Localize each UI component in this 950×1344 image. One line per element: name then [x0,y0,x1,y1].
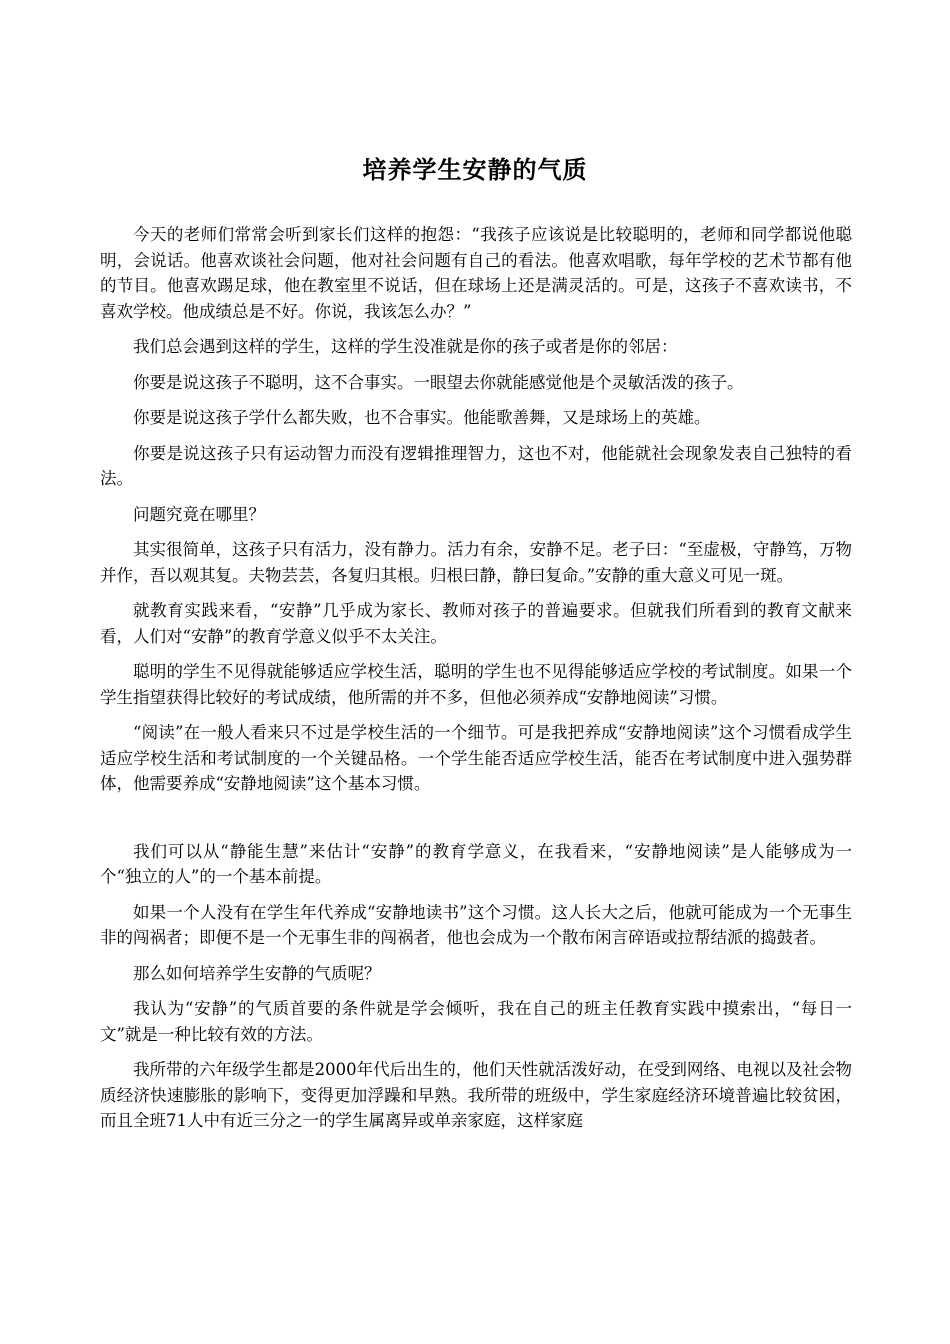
paragraph: 聪明的学生不见得就能够适应学校生活，聪明的学生也不见得能够适应学校的考试制度。如果一个学生指望获得比较好的考试成绩，他所需的并不多，但他必须养成“安静地阅读”习惯。 [100,662,852,707]
paragraph: 如果一个人没有在学生年代养成“安静地读书”这个习惯。这人长大之后，他就可能成为一个无事生非的闯祸者；即便不是一个无事生非的闯祸者，他也会成为一个散布闲言碎语或拉帮结派的捣鼓者。 [100,902,852,947]
paragraph: 我们总会遇到这样的学生，这样的学生没准就是你的孩子或者是你的邻居： [133,337,678,356]
paragraph: 你要是说这孩子只有运动智力而没有逻辑推理智力，这也不对，他能就社会现象发表自己独特的看法。 [100,443,852,488]
paragraph: 今天的老师们常常会听到家长们这样的抱怨：“我孩子应该说是比较聪明的，老师和同学都说他聪明，会说话。他喜欢谈社会问题，他对社会问题有自己的看法。他喜欢唱歌，每年学校的艺术节都有他的节目。他喜欢踢足球，他在教室里不说话，但在球场上还是满灵活的。可是，这孩子不喜欢读书，不喜欢学校。他成绩总是不好。你说，我该怎么办？” [100,225,852,321]
paragraph: 你要是说这孩子不聪明，这不合事实。一眼望去你就能感觉他是个灵敏活泼的孩子。 [133,372,744,392]
paragraph: 那么如何培养学生安静的气质呢？ [133,963,381,983]
paragraph: 我所带的六年级学生都是2000年代后出生的，他们天性就活泼好动，在受到网络、电视以及社会物质经济快速膨胀的影响下，变得更加浮躁和早熟。我所带的班级中，学生家庭经济环境普遍比较贫困，而且全班71人中有近三分之一的学生属离异或单亲家庭，这样家庭 [100,1060,852,1130]
paragraph: 你要是说这孩子学什么都失败，也不合事实。他能歌善舞，又是球场上的英雄。 [133,408,711,427]
paragraph: 其实很简单，这孩子只有活力，没有静力。活力有余，安静不足。老子曰：“至虚极，守静笃，万物并作，吾以观其复。夫物芸芸，各复归其根。归根曰静，静曰复命。”安静的重大意义可见一斑。 [100,540,852,585]
paragraph: 就教育实践来看，“安静”几乎成为家长、教师对孩子的普遍要求。但就我们所看到的教育文献来看，人们对“安静”的教育学意义似乎不太关注。 [100,601,852,646]
paragraph: 问题究竟在哪里？ [133,504,265,524]
paragraph: 我认为“安静”的气质首要的条件就是学会倾听，我在自己的班主任教育实践中摸索出，“每日一文”就是一种比较有效的方法。 [100,999,852,1044]
paragraph: “阅读”在一般人看来只不过是学校生活的一个细节。可是我把养成“安静地阅读”这个习惯看成学生适应学校生活和考试制度的一个关键品格。一个学生能否适应学校生活，能否在考试制度中进入强势群体，他需要养成“安静地阅读”这个基本习惯。 [100,723,852,793]
document-body [100,222,852,1144]
document-title: 培养学生安静的气质 [362,156,588,184]
paragraph: 我们可以从“静能生慧”来估计“安静”的教育学意义，在我看来，“安静地阅读”是人能够成为一个“独立的人”的一个基本前提。 [100,841,852,886]
